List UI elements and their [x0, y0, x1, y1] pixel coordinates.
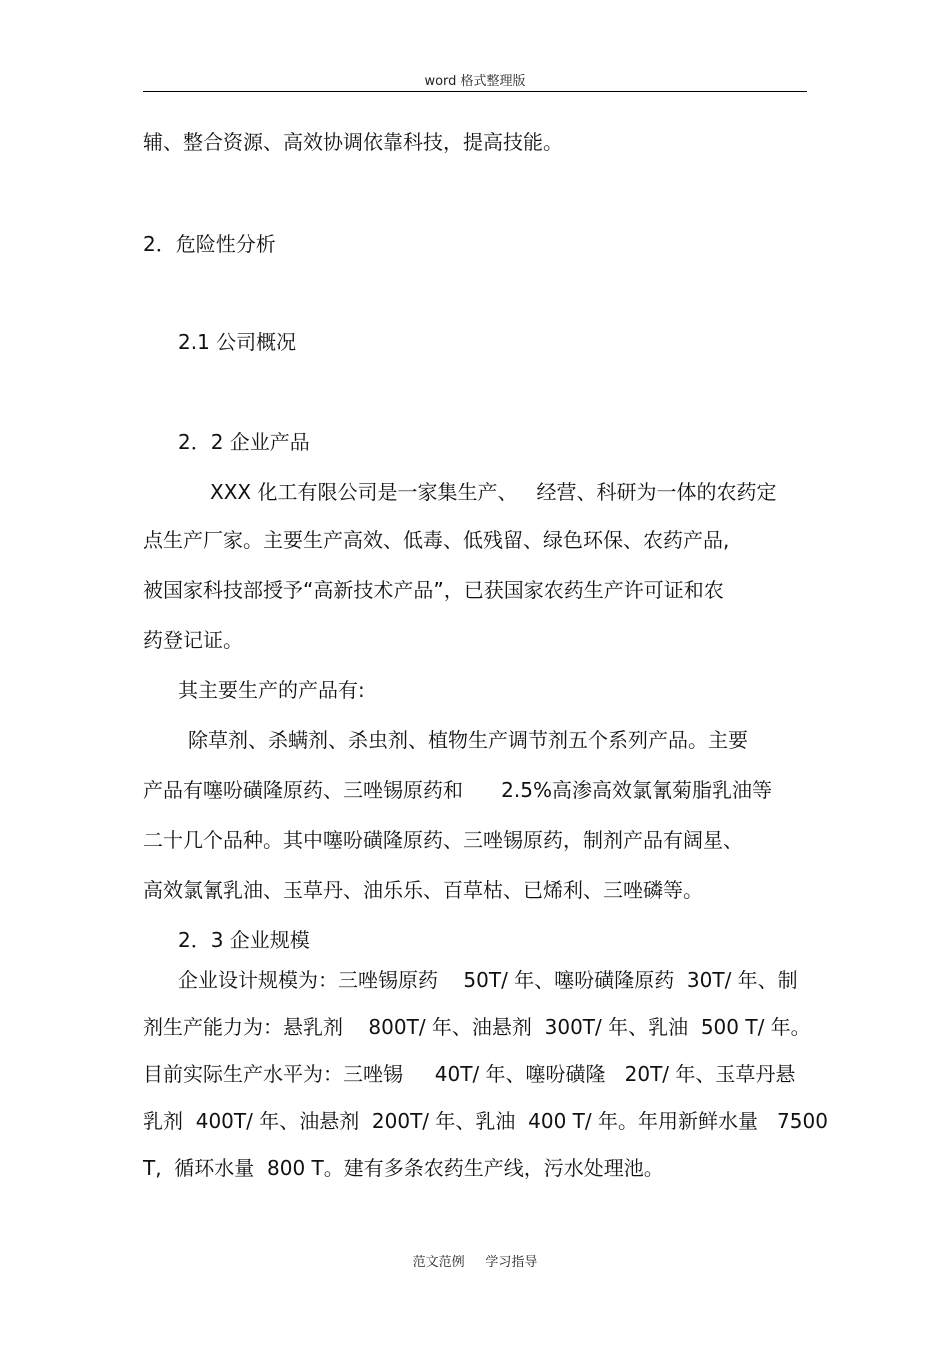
body-line: T, 循环水量 800 T。建有多条农药生产线，污水处理池。 — [143, 1156, 664, 1180]
body-line: 药登记证。 — [143, 628, 243, 652]
body-line: 剂生产能力为：悬乳剂 800T/ 年、油悬剂 300T/ 年、乳油 500 T/ 年。 — [143, 1015, 811, 1039]
body-line: 被国家科技部授予“高新技术产品”，已获国家农药生产许可证和农 — [143, 578, 724, 602]
body-line: 辅、整合资源、高效协调依靠科技，提高技能。 — [143, 130, 563, 154]
body-line: 乳剂 400T/ 年、油悬剂 200T/ 年、乳油 400 T/ 年。年用新鲜水量 7500 — [143, 1109, 828, 1133]
subsection-heading: 2．2 企业产品 — [178, 430, 310, 454]
subsection-heading: 2．3 企业规模 — [178, 928, 310, 952]
page-footer: 范文范例 学习指导 — [412, 1255, 538, 1270]
body-line: 产品有噻吩磺隆原药、三唑锡原药和 2.5%高渗高效氯氰菊脂乳油等 — [143, 778, 772, 802]
body-line: XXX 化工有限公司是一家集生产、 经营、科研为一体的农药定 — [210, 480, 777, 504]
body-line: 企业设计规模为：三唑锡原药 50T/ 年、噻吩磺隆原药 30T/ 年、制 — [178, 968, 798, 992]
body-line: 点生产厂家。主要生产高效、低毒、低残留、绿色环保、农药产品, — [143, 528, 730, 552]
header-divider — [143, 91, 807, 92]
page-header: word 格式整理版 — [424, 74, 526, 89]
body-line: 除草剂、杀螨剂、杀虫剂、植物生产调节剂五个系列产品。主要 — [188, 728, 748, 752]
section-heading: 2．危险性分析 — [143, 232, 276, 256]
subsection-heading: 2.1 公司概况 — [178, 330, 297, 354]
body-line: 二十几个品种。其中噻吩磺隆原药、三唑锡原药，制剂产品有阔星、 — [143, 828, 743, 852]
body-line: 其主要生产的产品有: — [178, 678, 365, 702]
body-line: 目前实际生产水平为：三唑锡 40T/ 年、噻吩磺隆 20T/ 年、玉草丹悬 — [143, 1062, 796, 1086]
body-line: 高效氯氰乳油、玉草丹、油乐乐、百草枯、已烯利、三唑磷等。 — [143, 878, 703, 902]
